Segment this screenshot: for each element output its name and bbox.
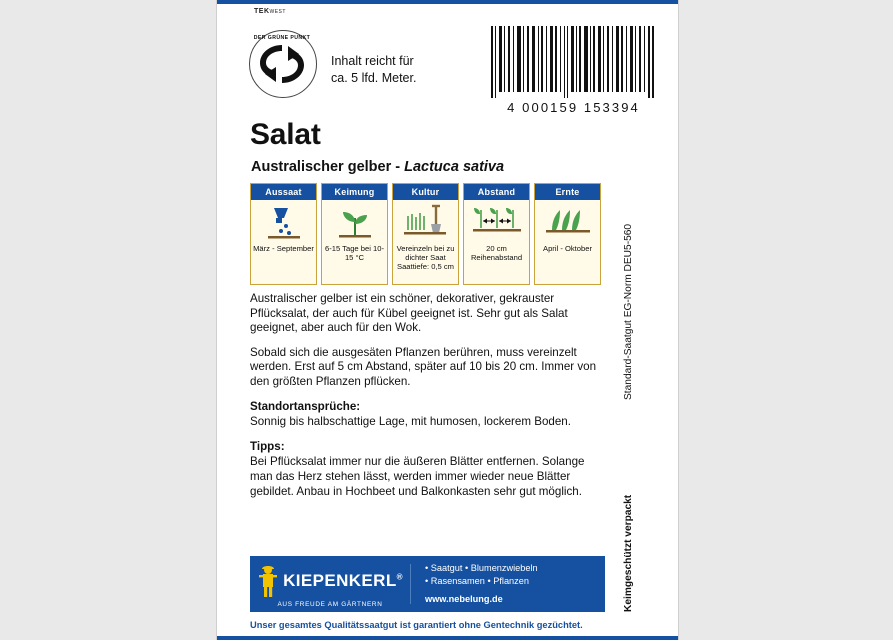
latin-name: Lactuca sativa	[404, 159, 505, 175]
info-box-kultur	[392, 183, 459, 285]
info-box-caption: 6-15 Tage bei 10-15 °C	[325, 243, 384, 262]
gardener-mascot-icon	[257, 564, 279, 598]
tips-heading: Tipps:	[250, 439, 285, 453]
tips-paragraph: Bei Pflücksalat immer nur die äußeren Blätter entfernen. Solange man das Herz stehen lässt, werden immer wieder neue Blätter gebildet. Anbau in Hochbeet und Balkonkasten sehr gut möglich.	[250, 455, 585, 498]
page-title: Salat	[250, 118, 321, 151]
seed-packet-back	[216, 0, 679, 640]
variety-subtitle	[251, 159, 504, 175]
brand-name: KIEPENKERL®	[283, 571, 403, 590]
brand-assortment	[411, 562, 605, 606]
info-box-header: Abstand	[464, 184, 529, 200]
content-amount-line2: ca. 5 lfd. Meter.	[331, 71, 417, 85]
location-paragraph: Sonnig bis halbschattige Lage, mit humosen, lockerem Boden.	[250, 415, 571, 429]
spacing-arrows-icon	[464, 200, 529, 244]
info-box-caption: März - September	[253, 243, 314, 253]
germination-protection-text: Keimgeschützt verpackt	[623, 494, 634, 612]
info-box-caption: Vereinzeln bei zu dichter Saat Saattiefe: 0,5 cm	[396, 243, 455, 272]
description-paragraph-1: Australischer gelber ist ein schöner, dekorativer, gekrauster Pflücksalat, der auch für Kübel geeignet ist. Sehr gut als Salat geeignet, aber auch für den Wok.	[250, 292, 568, 335]
info-box-header: Kultur	[393, 184, 458, 200]
brand-website[interactable]: www.nebelung.de	[425, 594, 503, 604]
content-amount-line1: Inhalt reicht für	[331, 54, 414, 68]
gmo-free-note: Unser gesamtes Qualitätssaatgut ist garantiert ohne Gentechnik gezüchtet.	[250, 620, 583, 630]
info-box-caption: April - Oktober	[543, 243, 592, 253]
top-blue-rule	[217, 0, 678, 4]
spade-icon	[393, 200, 458, 244]
brand-logo-row	[257, 564, 403, 598]
brand-registered-mark: ®	[396, 572, 403, 582]
info-box-caption: 20 cm Reihenabstand	[470, 243, 523, 262]
brand-tagline: AUS FREUDE AM GÄRTNERN	[277, 601, 383, 608]
info-box-aussaat	[250, 183, 317, 285]
green-dot-label: DER GRÜNE PUNKT	[253, 35, 311, 41]
seed-standard-text: Standard-Saatgut EG-Norm DEU5-560	[623, 223, 634, 400]
cultivation-info-row	[250, 183, 601, 285]
info-box-header: Ernte	[535, 184, 600, 200]
info-box-keimung	[321, 183, 388, 285]
info-box-ernte	[534, 183, 601, 285]
barcode-block	[491, 26, 656, 115]
green-dot-recycling-icon	[256, 41, 308, 87]
page-margin-left	[0, 0, 216, 640]
green-dot-logo	[249, 30, 315, 96]
seed-sowing-icon	[251, 200, 316, 244]
description-body	[250, 292, 605, 509]
description-paragraph-2: Sobald sich die ausgesäten Pflanzen berühren, muss vereinzelt werden. Erst auf 5 cm Abstand, später auf 10 bis 20 cm. Immer von den größten Pflanzen pflücken.	[250, 345, 597, 388]
info-box-abstand	[463, 183, 530, 285]
tek-west-mark	[254, 8, 286, 15]
tek-label-suffix: WEST	[269, 9, 286, 15]
brand-identity	[250, 556, 410, 612]
brand-footer	[250, 556, 605, 612]
location-heading: Standortansprüche:	[250, 399, 361, 413]
variety-name: Australischer gelber -	[251, 159, 405, 175]
sprout-icon	[322, 200, 387, 244]
content-amount-note	[331, 53, 416, 87]
harvest-icon	[535, 200, 600, 244]
info-box-header: Keimung	[322, 184, 387, 200]
tek-label: TEK	[254, 8, 270, 15]
assortment-line-2: • Rasensamen • Pflanzen	[425, 576, 529, 586]
assortment-line-1: • Saatgut • Blumenzwiebeln	[425, 563, 538, 573]
barcode-icon	[491, 26, 656, 98]
info-box-header: Aussaat	[251, 184, 316, 200]
barcode-number: 4 000159 153394	[507, 100, 640, 115]
page-margin-right	[677, 0, 893, 640]
bottom-blue-rule	[217, 636, 678, 640]
